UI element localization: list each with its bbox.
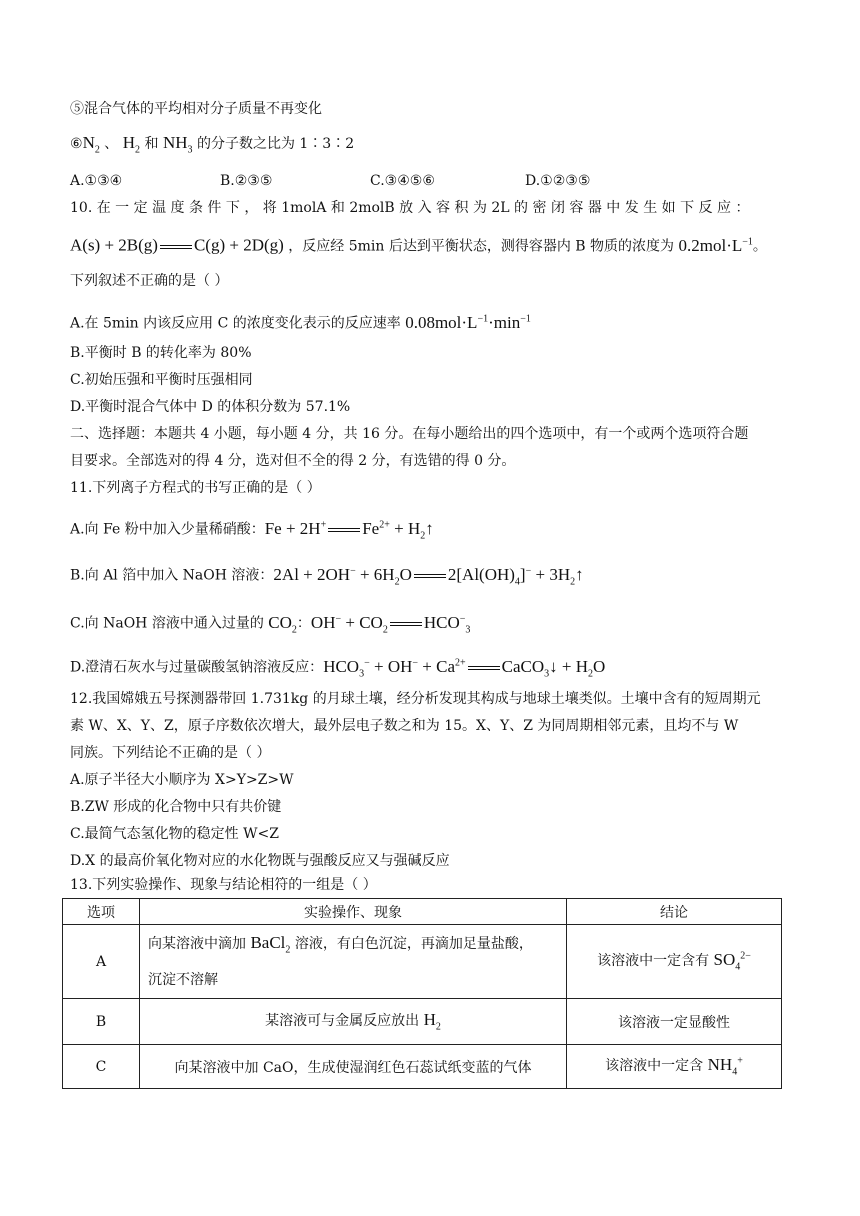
q12-line2: 素 W、X、Y、Z，原子序数依次增大，最外层电子数之和为 15。X、Y、Z 为同周期相邻元素，且均不与 W [70, 718, 739, 734]
q10-reaction-right: C(g) + 2D(g) [193, 235, 284, 255]
row-option: B [63, 999, 140, 1045]
row-conclusion: 该溶液一定显酸性 [567, 999, 782, 1045]
table-header-row [63, 899, 782, 925]
equals-arrow-icon [468, 666, 500, 670]
q10-stem-line2: A(s) + 2B(g) C(g) + 2D(g) ，反应经 5min 后达到平衡状态，测得容器内 B 物质的浓度为 $0.2mol\cdot L^{-1}$。 [70, 235, 767, 255]
q12-option-d: D.X 的最高价氧化物对应的水化物既与强酸反应又与强碱反应 [70, 853, 450, 869]
q12-option-a: A.原子半径大小顺序为 X>Y>Z>W [70, 772, 294, 788]
row-conclusion: 该溶液中一定含 $NH_4^+$ [567, 1045, 782, 1089]
row-operation: 某溶液可与金属反应放出 $H_2$ [140, 999, 567, 1045]
table-row [63, 999, 782, 1045]
row-option: A [63, 925, 140, 999]
q10-option-a: A.在 5min 内该反应用 C 的浓度变化表示的反应速率 $0.08mol\cdot L^{-1}\cdot\min^{-1}$ [70, 312, 531, 332]
q12-option-c: C.最简气态氢化物的稳定性 W<Z [70, 826, 279, 842]
header-operation: 实验操作、现象 [140, 899, 567, 925]
q9-item-6: $⑥N_2$ 、 $H_2$ 和 $NH_3$ 的分子数之比为 1∶3∶2 [70, 133, 355, 156]
q12-line3: 同族。下列结论不正确的是（ ） [70, 745, 271, 761]
row-conclusion: 该溶液中一定含有 $SO_4^{2-}$ [567, 925, 782, 999]
q9-option-c: C.③④⑤⑥ [370, 173, 435, 189]
q10-reaction-left: A(s) + 2B(g) [70, 235, 158, 255]
q12-option-b: B.ZW 形成的化合物中只有共价键 [70, 799, 282, 815]
q9-option-b: B.②③⑤ [220, 173, 273, 189]
q10-option-d: D.平衡时混合气体中 D 的体积分数为 57.1% [70, 399, 351, 415]
q10-option-c: C.初始压强和平衡时压强相同 [70, 372, 253, 388]
q11-option-d: D.澄清石灰水与过量碳酸氢钠溶液反应：$HCO_3^- + OH^- + Ca^{2+}$ CaCO$_3$↓ + $H_2O$ [70, 656, 606, 680]
header-conclusion: 结论 [567, 899, 782, 925]
q11-option-b: B.向 Al 箔中加入 NaOH 溶液：$2Al + 2OH^- + 6H_2O$ $2[Al(OH)_4]^-$ + $3H_2↑$ [70, 564, 584, 588]
equals-arrow-icon [328, 528, 360, 532]
q9-option-a: A.①③④ [70, 173, 123, 189]
row-operation: 向某溶液中加 CaO，生成使湿润红色石蕊试纸变蓝的气体 [140, 1045, 567, 1089]
q9-option-d: D.①②③⑤ [525, 173, 591, 189]
q12-line1: 12.我国嫦娥五号探测器带回 1.731kg 的月球土壤，经分析发现其构成与地球土壤类似。土壤中含有的短周期元 [70, 691, 761, 707]
experiment-table [62, 898, 782, 1089]
table-row [63, 925, 782, 999]
q11-option-c: C.向 NaOH 溶液中通入过量的 $CO_2$：$OH^- + CO_2$ $HCO^-_3$ [70, 612, 471, 636]
equals-arrow-icon [414, 574, 446, 578]
row-operation: 向某溶液中滴加 BaCl$_2$ 溶液，有白色沉淀，再滴加足量盐酸， 沉淀不溶解 [140, 925, 567, 999]
q11-option-a: A.向 Fe 粉中加入少量稀硝酸：Fe + 2H+ $Fe^{2+}$ + $H_2↑$ [70, 518, 434, 542]
row-option: C [63, 1045, 140, 1089]
equilibrium-arrow-icon [160, 245, 192, 249]
q9-item-5: ⑤混合气体的平均相对分子质量不再变化 [70, 101, 322, 117]
q10-stem-line1: 10. 在 一 定 温 度 条 件 下 ， 将 1molA 和 2molB 放 入 容 积 为 2L 的 密 闭 容 器 中 发 生 如 下 反 应 ： [70, 200, 750, 216]
equals-arrow-icon [390, 622, 422, 626]
header-option: 选项 [63, 899, 140, 925]
q13-stem: 13.下列实验操作、现象与结论相符的一组是（ ） [70, 877, 377, 893]
q10-stem-line3: 下列叙述不正确的是（ ） [70, 273, 229, 289]
q11-stem: 11.下列离子方程式的书写正确的是（ ） [70, 480, 321, 496]
section2-line2: 目要求。全部选对的得 4 分，选对但不全的得 2 分，有选错的得 0 分。 [70, 453, 516, 469]
section2-line1: 二、选择题：本题共 4 小题，每小题 4 分，共 16 分。在每小题给出的四个选项中，有一个或两个选项符合题 [70, 426, 749, 442]
table-row [63, 1045, 782, 1089]
q10-option-b: B.平衡时 B 的转化率为 80% [70, 345, 252, 361]
